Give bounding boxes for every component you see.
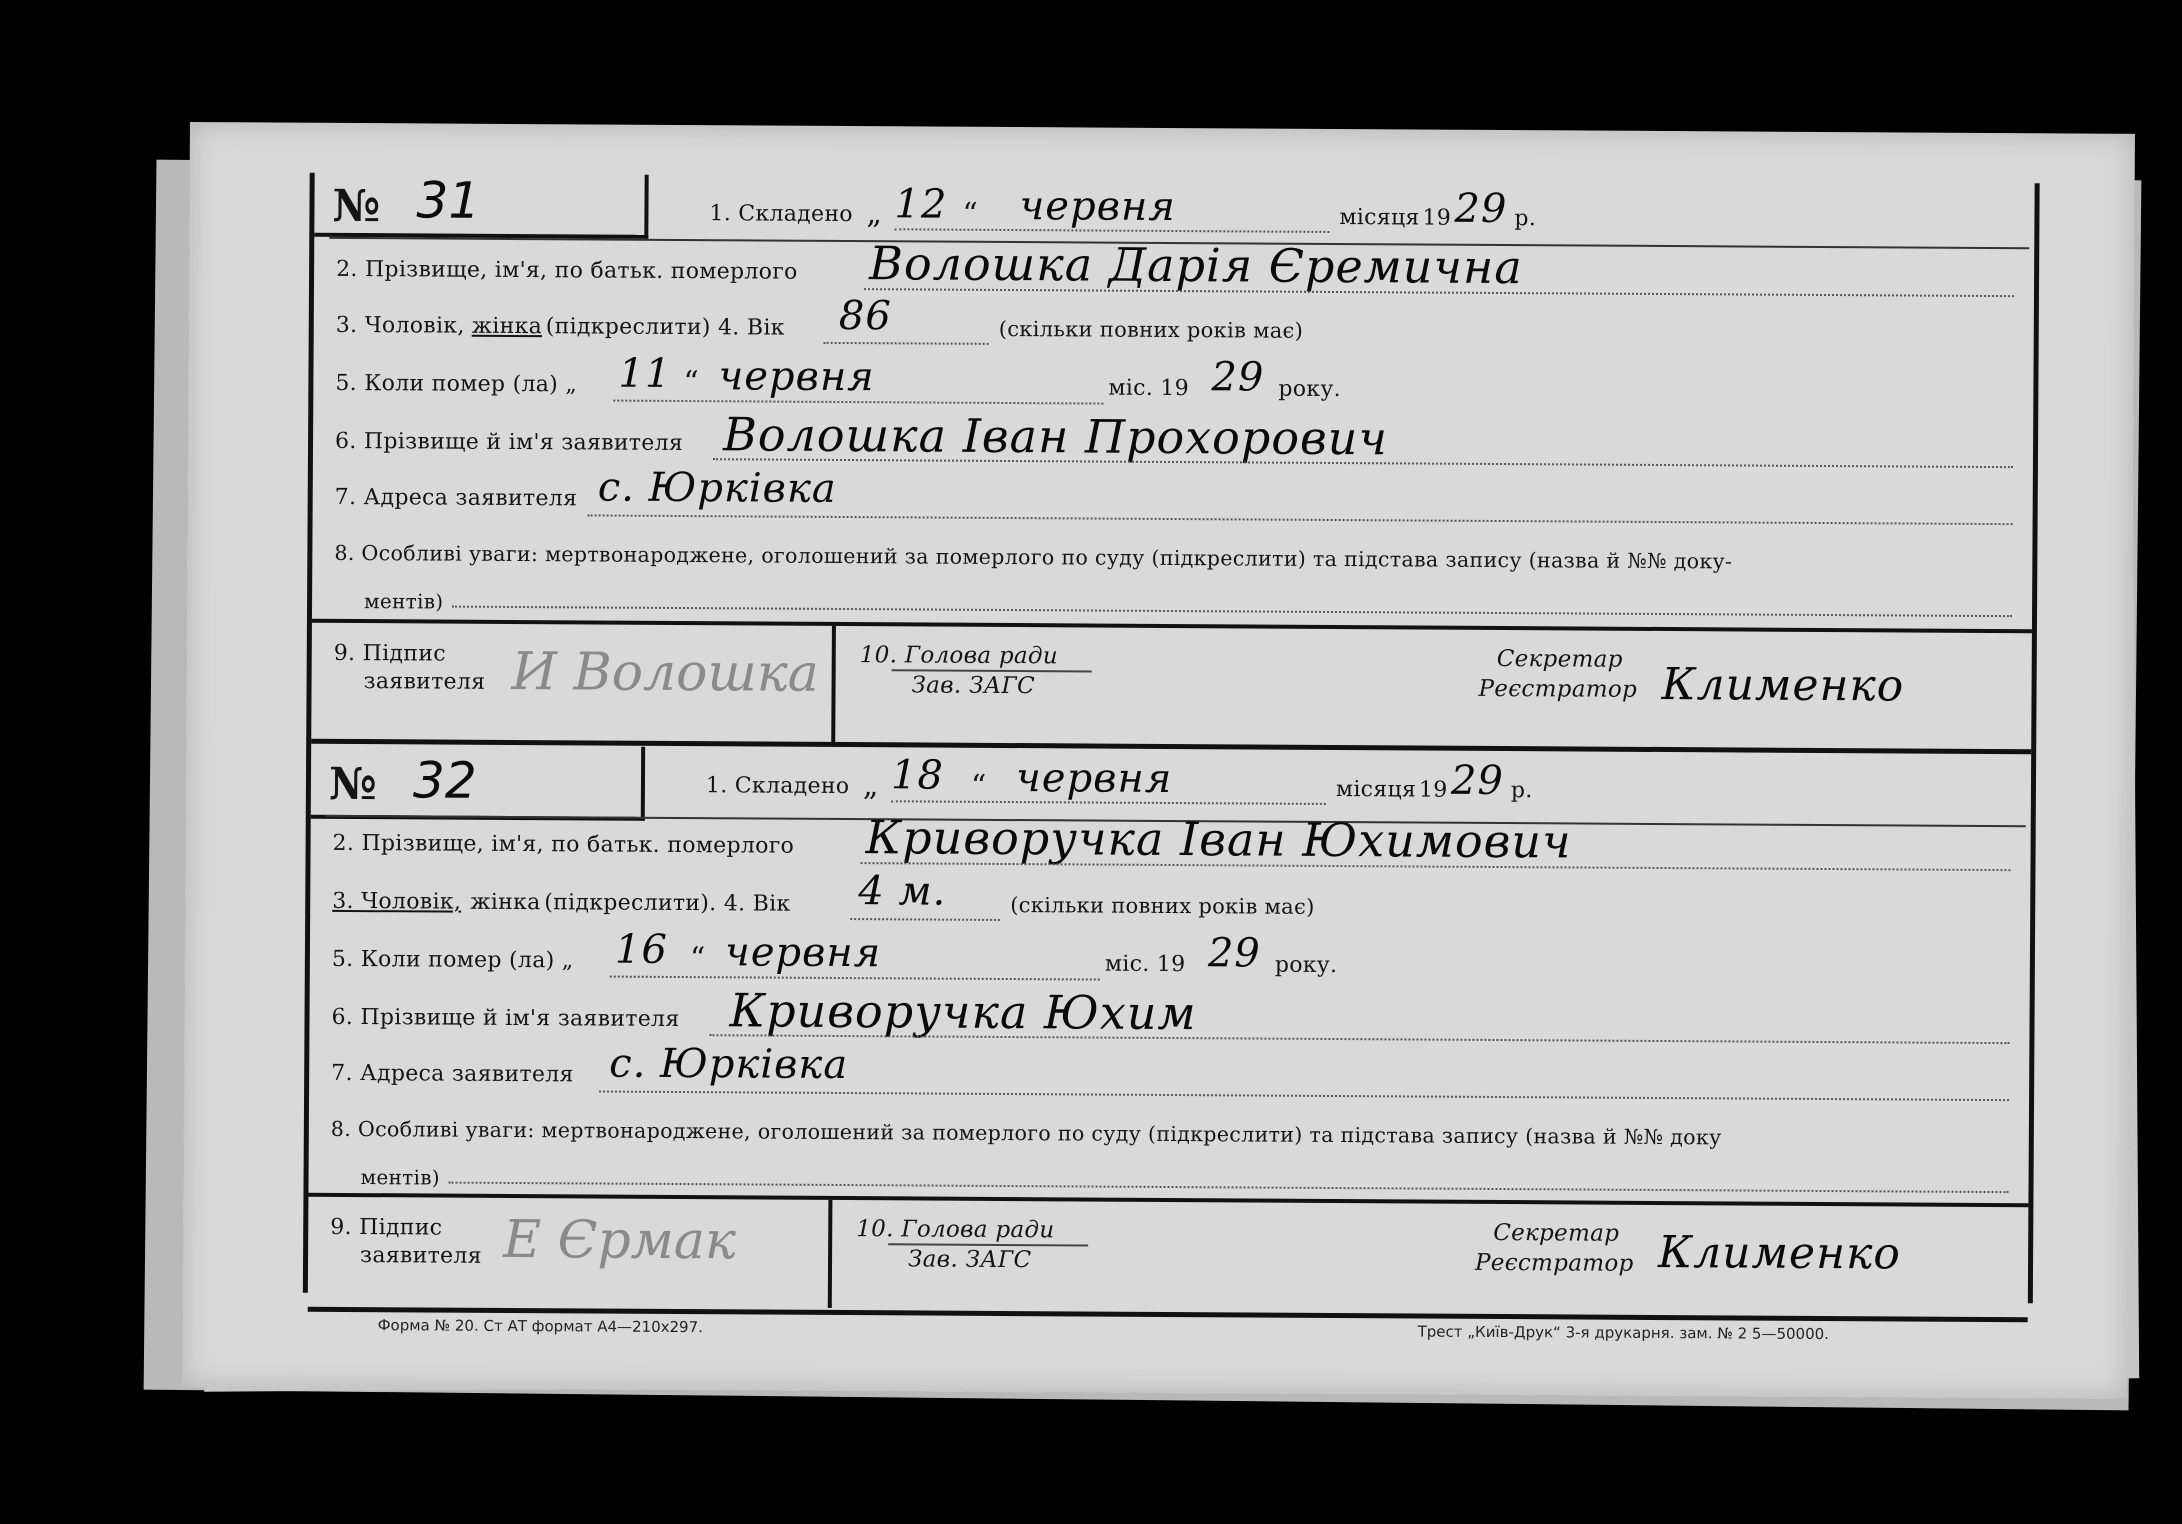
form-frame (303, 171, 2040, 1344)
registrar-signature: Клименко (1661, 659, 1905, 712)
field-9-label-a: 9. Підпис (333, 640, 446, 667)
f5-day: 16 (614, 926, 668, 973)
field-5-label: 5. Коли помер (ла) „ (335, 370, 578, 398)
signature-row (311, 619, 2032, 754)
signature-row (308, 1193, 2029, 1318)
deceased-name: Волошка Дарія Єремична (868, 236, 1523, 295)
record-31 (311, 173, 2034, 754)
f5-year: 29 (1207, 930, 1261, 977)
field-7-label: 7. Адреса заявителя (331, 1060, 574, 1088)
field-3-label-a: 3. Чоловік, (332, 888, 462, 915)
field-8-label-2: ментів) (360, 1165, 440, 1190)
field-10-label-b: Зав. ЗАГС (907, 1246, 1032, 1274)
f1-year: 29 (1450, 757, 1505, 805)
f1-day: 12 (894, 181, 948, 228)
registrar-label: Реєстратор (1474, 1249, 1634, 1277)
field-10-label-a: 10. Голова ради (859, 642, 1059, 670)
year-suffix: р. (1510, 778, 1533, 804)
record-number-box (311, 745, 645, 821)
record-number: 31 (416, 171, 481, 230)
field-6-label: 6. Прізвище й ім'я заявителя (331, 1004, 680, 1033)
declarant-address: с. Юрківка (597, 464, 837, 512)
f5-month: червня (718, 353, 875, 401)
field-8-label-2: ментів) (364, 589, 444, 614)
age-value: 4 м. (858, 868, 947, 915)
number-sign: № (332, 180, 381, 233)
field-8-label: 8. Особливі уваги: мертвонароджене, оголошений за померлого по суду (підкреслити) та підстава запису (назва й №№ доку (330, 1116, 1722, 1150)
number-sign: № (328, 758, 377, 811)
record-number: 32 (412, 751, 477, 810)
deceased-name: Криворучка Іван Юхимович (865, 810, 1572, 869)
record-number-box (314, 173, 648, 239)
field-10-label-b: Зав. ЗАГС (911, 672, 1035, 700)
quote-close: “ (962, 196, 979, 232)
registrar-signature: Клименко (1657, 1226, 1901, 1280)
rok-label: року. (1278, 376, 1341, 403)
field-2-label: 2. Прізвище, ім'я, по батьк. померлого (336, 256, 798, 285)
f1-month: червня (1019, 183, 1176, 231)
field-1-label: 1. Складено (709, 201, 853, 228)
field-8-label: 8. Особливі уваги: мертвонароджене, оголошений за померлого по суду (підкреслити) та підстава запису (назва й №№ доку- (334, 540, 1733, 574)
field-9-label-b: заявителя (360, 1243, 482, 1269)
field-9-label-b: заявителя (363, 669, 486, 695)
record-32 (308, 741, 2031, 1322)
mis-label: міс. 19 (1108, 375, 1190, 402)
f5-day: 11 (618, 350, 672, 397)
field-3-label-c: (підкреслити) 4. Вік (545, 314, 785, 341)
field-1-label: 1. Складено (705, 773, 850, 800)
month-label: місяця (1339, 205, 1420, 231)
registrar-label: Реєстратор (1478, 675, 1638, 703)
quote-open: „ (862, 768, 879, 804)
age-value: 86 (838, 292, 892, 340)
f5-month: червня (724, 929, 882, 977)
declarant-name: Криворучка Юхим (729, 983, 1197, 1041)
field-3-label-b: жінка (471, 313, 543, 340)
field-7-label: 7. Адреса заявителя (334, 484, 578, 512)
f1-day: 18 (890, 752, 945, 799)
field-3-label-c: (підкреслити). 4. Вік (544, 890, 791, 917)
secretary-label: Секретар (1493, 1219, 1620, 1247)
quote-open: „ (866, 196, 883, 232)
f5-year: 29 (1211, 354, 1265, 401)
field-3-label-b: жінка (470, 889, 541, 916)
field-9-label-a: 9. Підпис (330, 1214, 443, 1241)
death-record-card (182, 122, 2135, 1399)
rok-label: року. (1274, 952, 1338, 979)
field-4-note: (скільки повних років має) (1010, 893, 1315, 919)
field-4-note: (скільки повних років має) (998, 316, 1304, 343)
field-3-label-a: 3. Чоловік, (335, 312, 465, 339)
year-prefix: 19 (1418, 777, 1448, 803)
field-6-label: 6. Прізвище й ім'я заявителя (334, 428, 684, 457)
year-suffix: р. (1514, 206, 1537, 232)
secretary-label: Секретар (1496, 645, 1623, 673)
month-label: місяця (1335, 777, 1417, 803)
f5-quote: “ (683, 365, 700, 401)
declarant-name: Волошка Іван Прохорович (722, 407, 1389, 466)
declarant-address: с. Юрківка (609, 1040, 849, 1089)
f1-month: червня (1015, 755, 1173, 803)
quote-close: “ (970, 768, 987, 804)
form-footer-right: Трест „Київ-Друк“ 3-я друкарня. зам. № 2 5—50000. (1417, 1322, 1830, 1344)
field-5-label: 5. Коли помер (ла) „ (331, 946, 574, 974)
field-10-label-a: 10. Голова ради (856, 1216, 1055, 1244)
f5-quote: “ (689, 941, 706, 977)
form-footer-left: Форма № 20. Ст АТ формат А4—210х297. (377, 1316, 704, 1337)
declarant-signature: Е Єрмак (502, 1209, 737, 1272)
declarant-signature: И Волошка (511, 641, 819, 704)
field-2-label: 2. Прізвище, ім'я, по батьк. померлого (332, 830, 795, 859)
mis-label: міс. 19 (1104, 951, 1186, 978)
year-prefix: 19 (1422, 205, 1452, 231)
f1-year: 29 (1454, 185, 1508, 233)
